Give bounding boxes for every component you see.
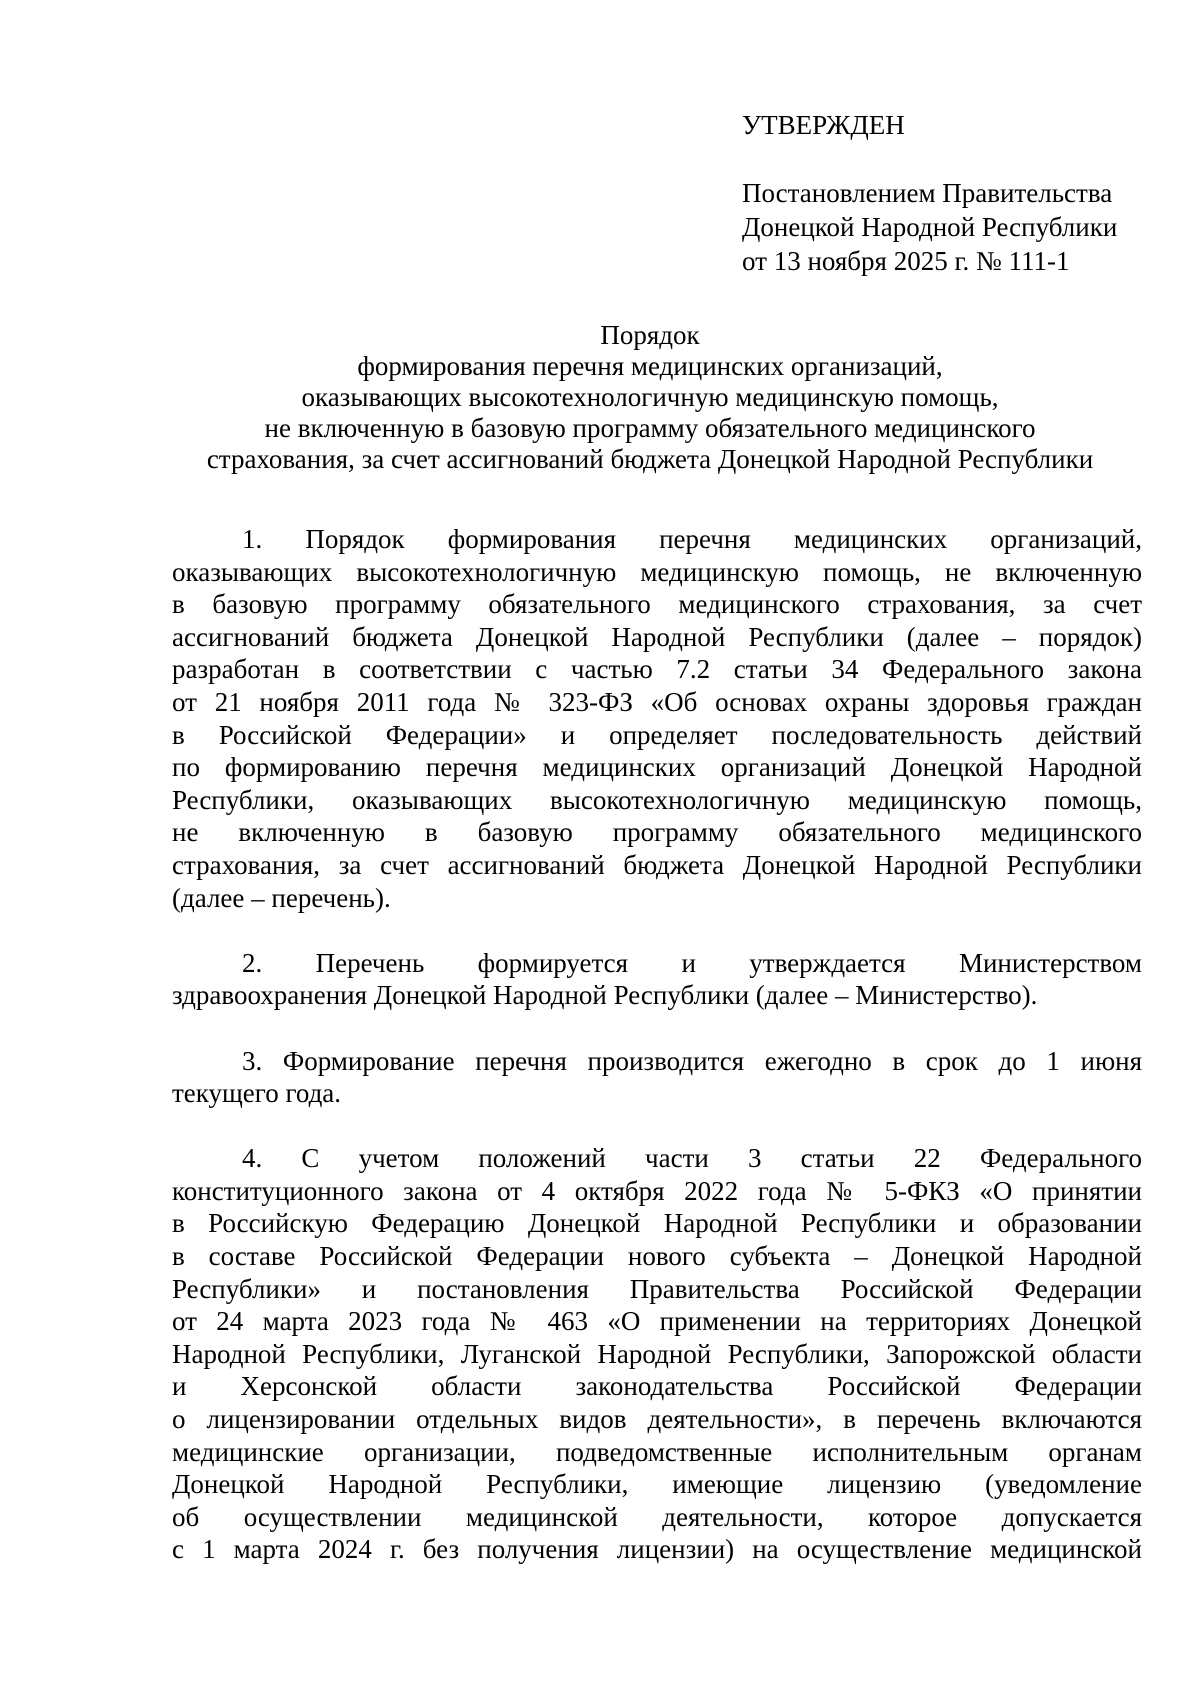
paragraph-line: медицинские организации, подведомственные исполнительным органам <box>172 1436 1142 1467</box>
document-title <box>150 320 1150 475</box>
paragraph-line: с 1 марта 2024 г. без получения лицензии) на осуществление медицинской <box>172 1534 1142 1565</box>
paragraph-line: текущего года. <box>172 1078 342 1109</box>
paragraph-line: 4. С учетом положений части 3 статьи 22 Федерального <box>242 1143 1142 1174</box>
paragraph-line: 1. Порядок формирования перечня медицинских организаций, <box>242 524 1142 554</box>
approval-line: от 13 ноября 2025 г. № 111-1 <box>742 246 1070 276</box>
paragraph-line: (далее – перечень). <box>172 882 391 913</box>
paragraph-4 <box>172 1142 1142 1566</box>
paragraph-line: в Российской Федерации» и определяет последовательность действий <box>172 719 1142 750</box>
paragraph-3 <box>172 1045 1142 1110</box>
paragraph-line: Республики» и постановления Правительства Российской Федерации <box>172 1273 1142 1304</box>
title-line: не включенную в базовую программу обязательного медицинского <box>264 413 1036 443</box>
paragraph-line: от 24 марта 2023 года № 463 «О применении на территориях Донецкой <box>172 1306 1142 1337</box>
title-line: страхования, за счет ассигнований бюджета Донецкой Народной Республики <box>206 444 1094 474</box>
paragraph-line: здравоохранения Донецкой Народной Республики (далее – Министерство). <box>172 980 1038 1011</box>
paragraph-line: разработан в соответствии с частью 7.2 статьи 34 Федерального закона <box>172 654 1142 685</box>
approval-block <box>742 108 1162 278</box>
paragraph-line: Донецкой Народной Республики, имеющие лицензию (уведомление <box>172 1469 1142 1500</box>
paragraph-line: 2. Перечень формируется и утверждается Министерством <box>242 947 1142 978</box>
paragraph-line: по формированию перечня медицинских организаций Донецкой Народной <box>172 752 1142 783</box>
paragraph-line: в Российскую Федерацию Донецкой Народной Республики и образовании <box>172 1208 1142 1239</box>
paragraph-1 <box>172 523 1142 914</box>
approval-line: Донецкой Народной Республики <box>742 212 1118 242</box>
title-line: оказывающих высокотехнологичную медицинскую помощь, <box>301 382 999 412</box>
title-heading: Порядок <box>600 320 700 350</box>
paragraph-line: Республики, оказывающих высокотехнологичную медицинскую помощь, <box>172 784 1142 815</box>
paragraph-line: и Херсонской области законодательства Российской Федерации <box>172 1371 1142 1402</box>
paragraph-line: об осуществлении медицинской деятельности, которое допускается <box>172 1501 1142 1532</box>
paragraph-line: в базовую программу обязательного медицинского страхования, за счет <box>172 589 1142 620</box>
paragraph-2 <box>172 947 1142 1012</box>
paragraph-line: от 21 ноября 2011 года № 323-ФЗ «Об основах охраны здоровья граждан <box>172 686 1142 717</box>
paragraph-line: страхования, за счет ассигнований бюджета Донецкой Народной Республики <box>172 849 1142 880</box>
paragraph-line: конституционного закона от 4 октября 2022 года № 5-ФКЗ «О принятии <box>172 1175 1142 1206</box>
paragraph-line: оказывающих высокотехнологичную медицинскую помощь, не включенную <box>172 556 1142 587</box>
document-body <box>172 523 1142 1599</box>
paragraph-line: 3. Формирование перечня производится ежегодно в срок до 1 июня <box>242 1045 1142 1076</box>
paragraph-line: в составе Российской Федерации нового субъекта – Донецкой Народной <box>172 1241 1142 1272</box>
approval-line: Постановлением Правительства <box>742 178 1113 208</box>
approval-stamp: УТВЕРЖДЕН <box>742 110 905 140</box>
title-line: формирования перечня медицинских организаций, <box>357 351 943 381</box>
paragraph-line: Народной Республики, Луганской Народной Республики, Запорожской области <box>172 1338 1142 1369</box>
paragraph-line: о лицензировании отдельных видов деятельности», в перечень включаются <box>172 1404 1142 1435</box>
paragraph-line: ассигнований бюджета Донецкой Народной Республики (далее – порядок) <box>172 621 1142 652</box>
paragraph-line: не включенную в базовую программу обязательного медицинского <box>172 817 1142 848</box>
